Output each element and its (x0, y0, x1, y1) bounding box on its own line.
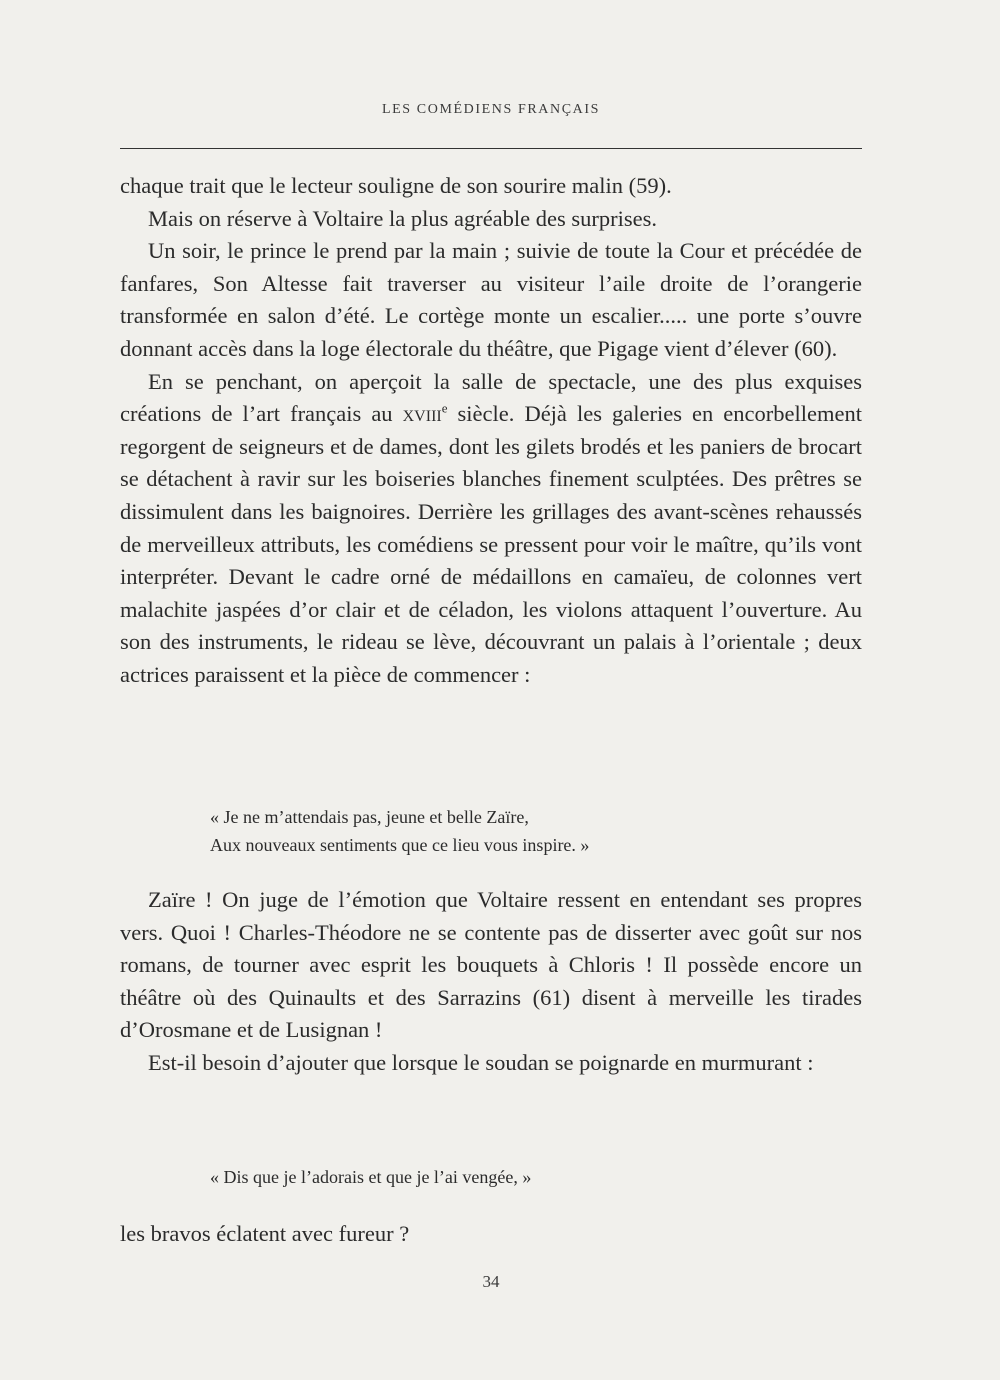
running-head: LES COMÉDIENS FRANÇAIS (382, 102, 600, 117)
paragraph-est-il-besoin: Est-il besoin d’ajouter que lorsque le soudan se poignarde en murmurant : (148, 1049, 814, 1075)
paragraph-voltaire-surprise: Mais on réserve à Voltaire la plus agréable des surprises. (148, 205, 658, 231)
main-text-middle (120, 884, 862, 1080)
paragraph-zaire: Zaïre ! On juge de l’émotion que Voltaire ressent en entendant ses propres vers. Quoi ! Charles-Théodore ne se contente pas de disserter avec goût sur nos romans, de tourner avec esprit les bouquets à Chloris ! Il possède encore un théâtre où des Quinaults et des Sarrazins (61) disent à merveille les tirades d’Orosmane et de Lusignan ! (120, 887, 862, 1043)
century-numeral: xviii (402, 401, 442, 427)
century-superscript: e (441, 400, 448, 416)
verse-quote-zaire (210, 803, 589, 859)
verse-quote-orosmane: « Dis que je l’adorais et que je l’ai vengée, » (210, 1167, 532, 1187)
header-rule (120, 148, 862, 149)
paragraph-text-end: siècle. Déjà les galeries en encorbellement regorgent de seigneurs et de dames, dont les gilets brodés et les paniers de brocart se détachent à ravir sur les boiseries blanches finement sculptées. Des prêtres se dissimulent dans les baignoires. Derrière les grillages des avant-scènes rehaussés de merveilleux attributs, les comédiens se pressent pour voir le maître, qu’ils vont interpréter. Devant le cadre orné de médaillons en camaïeu, de colonnes vert malachite jaspées d’or clair et de céladon, les violons attaquent l’ouverture. Au son des instruments, le rideau se lève, découvrant un palais à l’orientale ; deux actrices paraissent et la pièce de commencer : (120, 401, 862, 687)
paragraph-final-line: les bravos éclatent avec fureur ? (120, 1221, 410, 1246)
main-text (120, 170, 862, 692)
paragraph-text-start: En se penchant, on aperçoit la salle de spectacle, une des plus exquises créations de l’art français au (120, 368, 862, 427)
verse-line: Aux nouveaux sentiments que ce lieu vous inspire. » (210, 835, 590, 855)
paragraph-continuation: chaque trait que le lecteur souligne de son sourire malin (59). (120, 173, 672, 198)
verse-line: « Je ne m’attendais pas, jeune et belle Zaïre, (210, 807, 529, 827)
paragraph-un-soir: Un soir, le prince le prend par la main ; suivie de toute la Cour et précédée de fanfares, Son Altesse fait traverser au visiteur l’aile droite de l’orangerie transformée en salon d’été. Le cortège monte un escalier..... une porte s’ouvre donnant accès dans la loge électorale du théâtre, que Pigage vient d’élever (60). (120, 238, 862, 361)
page-number: 34 (482, 1272, 500, 1291)
paragraph-en-se-penchant (120, 366, 862, 692)
